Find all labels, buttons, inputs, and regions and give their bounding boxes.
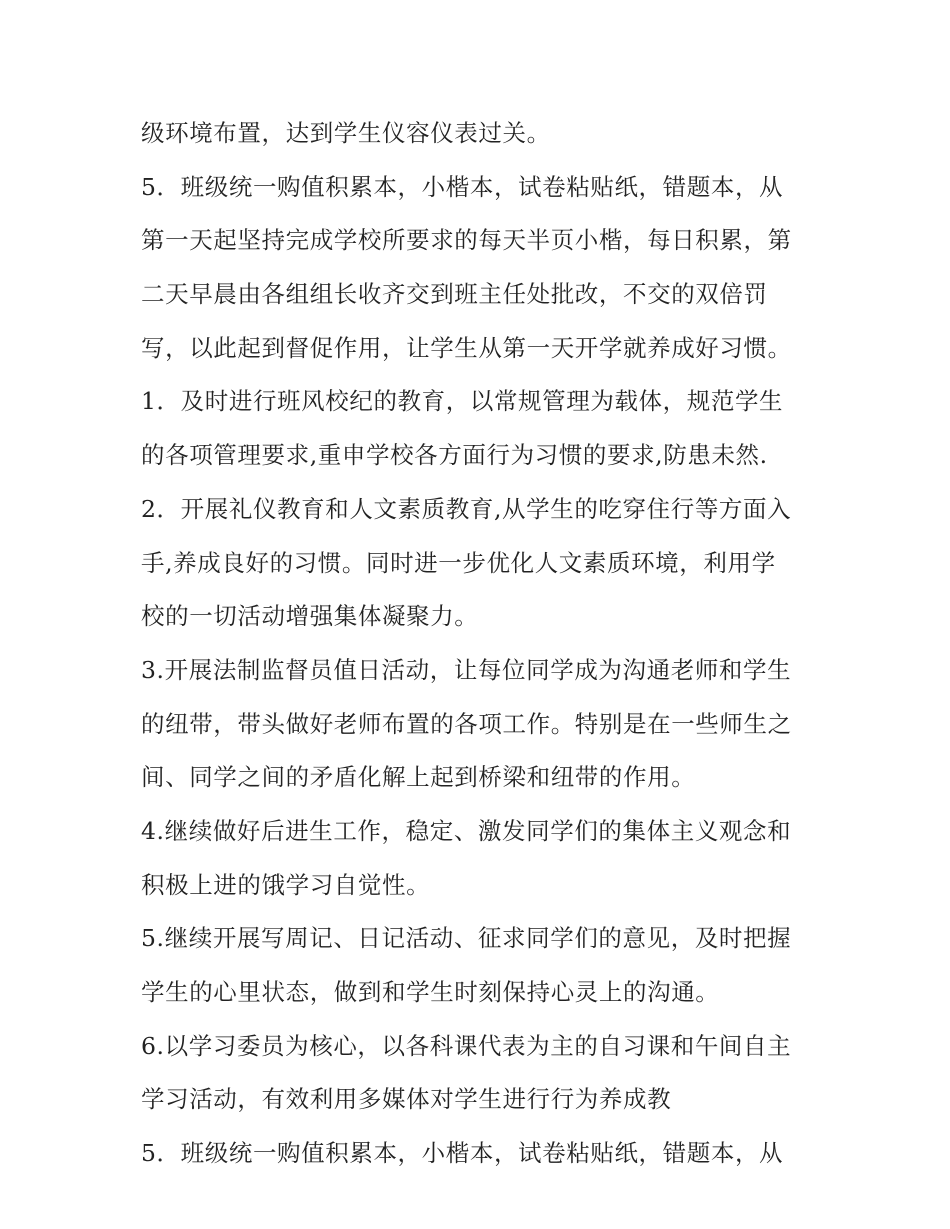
text-line: 5．班级统一购值积累本，小楷本，试卷粘贴纸，错题本，从 <box>141 1139 784 1168</box>
text-line: 学习活动，有效利用多媒体对学生进行行为养成教 <box>141 1085 672 1114</box>
text-line: 写，以此起到督促作用，让学生从第一天开学就养成好习惯。 <box>141 333 792 362</box>
text-line: 2．开展礼仪教育和人文素质教育,从学生的吃穿住行等方面入 <box>141 494 792 523</box>
text-line: 级环境布置，达到学生仪容仪表过关。 <box>141 119 551 147</box>
text-line: 间、同学之间的矛盾化解上起到桥梁和纽带的作用。 <box>141 763 696 792</box>
text-line: 3.开展法制监督员值日活动，让每位同学成为沟通老师和学生 <box>141 655 792 684</box>
text-line: 6.以学习委员为核心，以各科课代表为主的自习课和午间自主 <box>141 1031 792 1060</box>
text-line: 校的一切活动增强集体凝聚力。 <box>141 602 479 631</box>
text-line: 5.继续开展写周记、日记活动、征求同学们的意见，及时把握 <box>141 924 792 953</box>
text-line: 4.继续做好后进生工作，稳定、激发同学们的集体主义观念和 <box>141 816 792 845</box>
text-line: 5．班级统一购值积累本，小楷本，试卷粘贴纸，错题本，从 <box>141 172 784 201</box>
text-line: 学生的心里状态，做到和学生时刻保持心灵上的沟通。 <box>141 978 720 1006</box>
text-line: 1．及时进行班风校纪的教育，以常规管理为载体，规范学生 <box>141 387 784 416</box>
text-line: 第一天起坚持完成学校所要求的每天半页小楷，每日积累，第 <box>141 226 792 255</box>
text-line: 积极上进的饿学习自觉性。 <box>141 870 431 899</box>
text-line: 二天早晨由各组组长收齐交到班主任处批改，不交的双倍罚 <box>141 280 768 309</box>
document-body <box>141 107 821 1181</box>
text-line: 手,养成良好的习惯。同时进一步优化人文素质环境，利用学 <box>141 548 776 577</box>
text-line: 的纽带，带头做好老师布置的各项工作。特别是在一些师生之 <box>141 709 792 738</box>
text-line: 的各项管理要求,重申学校各方面行为习惯的要求,防患未然. <box>141 441 768 470</box>
